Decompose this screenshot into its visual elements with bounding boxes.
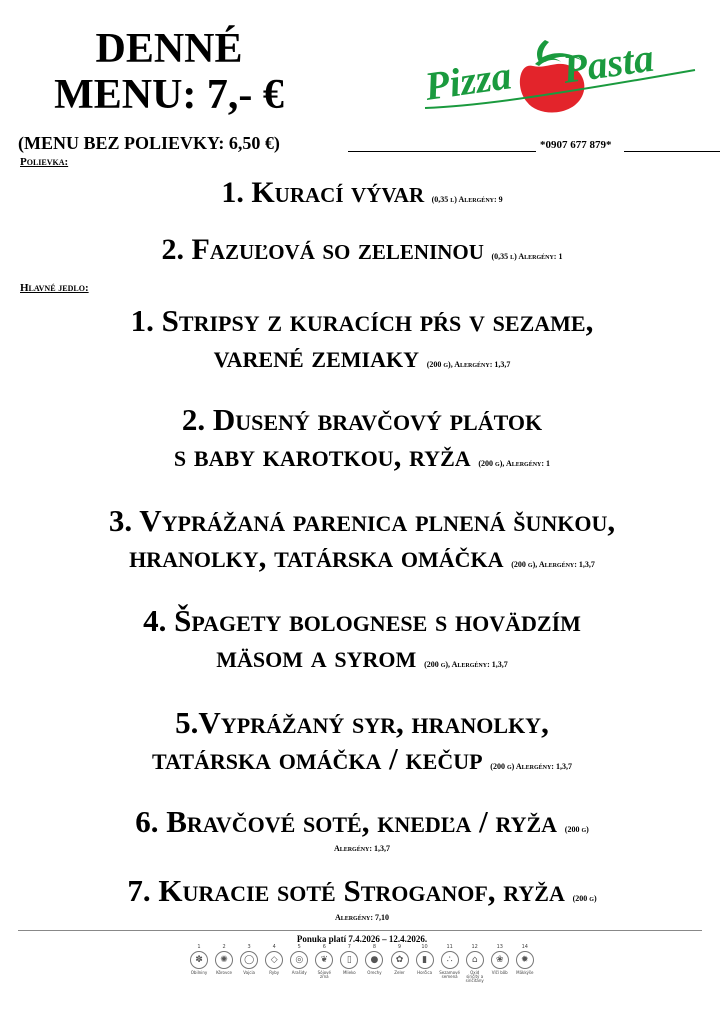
allergen-number: 7 [347,944,351,950]
divider-line [348,151,536,152]
allergen-number: 3 [247,944,251,950]
subheader-row [18,134,702,154]
allergen-name: Sezamové semená [439,970,460,979]
soy-icon: ❦ [315,951,333,969]
title-line-2: MENU: 7,- € [54,72,284,118]
allergen-name: Orechy [367,970,382,975]
allergen-number: 4 [272,944,276,950]
dish-line-2-text: s baby karotkou, ryža [173,437,471,473]
soup-item-2 [0,233,724,268]
dish-line-1-text: 7. Kuracie soté Stroganof, ryža [127,873,565,908]
allergen-item [439,944,461,986]
main-item-5 [0,705,724,776]
dish-line-2-text: hranolky, tatárska omáčka [129,538,504,574]
dish-line-1 [0,873,724,909]
lupin-icon: ❀ [491,951,509,969]
allergen-item [489,944,511,986]
allergen-number: 13 [496,944,503,950]
allergen-number: 8 [372,944,377,950]
title-line-1: DENNÉ [95,26,243,72]
allergen-number: 2 [222,944,226,950]
dish-line-1: 5.Vyprážaný syr, hranolky, [175,705,549,740]
allergen-number: 9 [397,944,402,950]
allergen-name: Zeler [394,970,405,975]
dish-line-2 [0,539,724,575]
main-item-2 [0,402,724,473]
dish-line-2 [0,438,724,474]
milk-icon: ▯ [340,951,358,969]
allergen-number: 1 [197,944,201,950]
crab-icon: ✺ [215,951,233,969]
dish-note: (200 g), Alergény: 1,3,7 [511,559,595,569]
dish-line-2 [0,639,724,675]
allergen-item [338,944,360,986]
dish-note: (200 g) [564,825,589,834]
allergen-name: Horčica [417,970,433,975]
allergen-name: Kôrovce [216,970,233,975]
dish-note: (200 g) Alergény: 1,3,7 [490,761,572,771]
allergen-number: 5 [297,944,301,950]
dish-line-1: 4. Špagety bolognese s hovädzím [143,603,581,638]
allergen-item [188,944,210,986]
wheat-icon: ✽ [190,951,208,969]
allergen-number: 14 [521,944,528,950]
allergen-number: 10 [421,944,428,950]
main-item-6 [0,804,724,840]
allergen-name: Sójové zrná [317,970,331,979]
allergen-legend [188,944,536,986]
main-item-7 [0,873,724,909]
logo-word-pizza: Pizza [421,52,515,109]
allergen-item [288,944,310,986]
dish-line-2-text: varené zemiaky [213,338,419,374]
dish-line-2 [0,339,724,375]
dish-allergens: Alergény: 7,10 [334,913,390,922]
dish-note: (200 g) [572,894,597,903]
allergen-item [363,944,385,986]
no-soup-price: (MENU BEZ POLIEVKY: 6,50 €) [18,133,280,153]
phone-number: *0907 677 879* [540,139,612,151]
allergen-name: Mäkkýše [516,970,534,975]
dish-note: (200 g), Alergény: 1,3,7 [424,659,508,669]
allergen-name: Obilniny [190,970,208,975]
allergen-name: Arašidy [291,970,307,975]
main-item-4 [0,603,724,674]
dish-note: (200 g), Alergény: 1,3,7 [426,359,511,369]
allergen-name: Ryby [269,970,280,975]
soup-note: (0,35 l) Alergény: 9 [431,195,503,204]
allergen-name: Vajcia [243,970,255,975]
allergen-name: Mlieko [342,970,356,975]
allergen-item [313,944,335,986]
soup-note: (0,35 l) Alergény: 1 [491,252,563,261]
allergen-item [464,944,486,986]
allergen-number: 6 [322,944,326,950]
mollusc-icon: ✹ [516,951,534,969]
dish-line-2-text: mäsom a syrom [216,638,417,674]
pizza-pasta-logo [415,28,705,123]
dish-line-1: 3. Vyprážaná parenica plnená šunkou, [108,503,616,538]
allergen-item [213,944,235,986]
dish-line-1: 1. Stripsy z kuracích pŕs v sezame, [130,303,594,338]
soup-name: 1. Kurací vývar [221,176,425,209]
allergen-name: Oxid siričitý a siričitany [465,970,484,983]
footer-divider [18,930,702,931]
allergen-item [389,944,411,986]
main-section-label: Hlavné jedlo: [20,282,89,294]
nut-icon: ● [365,951,383,969]
logo-word-pasta: Pasta [559,34,657,92]
allergen-number: 11 [446,944,453,950]
allergen-item [263,944,285,986]
dish-line-2-text: tatárska omáčka / kečup [152,740,483,776]
offer-validity: Ponuka platí 7.4.2026 – 12.4.2026. [296,934,428,944]
celery-icon: ✿ [391,951,409,969]
peanut-icon: ◎ [290,951,308,969]
dish-allergens: Alergény: 1,3,7 [333,844,391,853]
dish-line-1-text: 6. Bravčové soté, knedľa / ryža [135,804,558,839]
mustard-icon: ▮ [416,951,434,969]
divider-line [624,151,720,152]
soup-section-label: Polievka: [20,156,69,168]
dish-line-2 [0,741,724,777]
menu-title [14,28,324,116]
dish-note: (200 g), Alergény: 1 [478,458,551,468]
sesame-icon: ∴ [441,951,459,969]
soup-item-1 [0,176,724,211]
main-item-3 [0,503,724,574]
allergen-item [514,944,536,986]
sulphite-icon: ⌂ [466,951,484,969]
fish-icon: ◇ [265,951,283,969]
allergen-item [238,944,260,986]
allergen-name: Vlčí bôb [491,970,508,975]
main-item-1 [0,303,724,374]
egg-icon: ◯ [240,951,258,969]
dish-line-1 [0,804,724,840]
soup-name: 2. Fazuľová so zeleninou [161,233,484,266]
allergen-item [414,944,436,986]
allergen-number: 12 [471,944,478,950]
dish-line-1: 2. Dusený bravčový plátok [181,402,543,437]
